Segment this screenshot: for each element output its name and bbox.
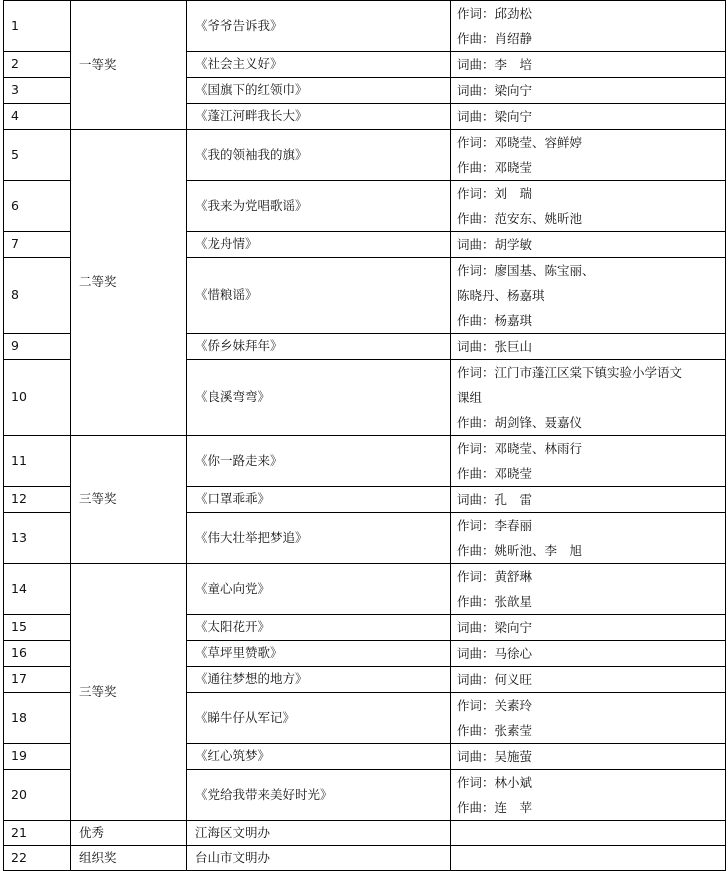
credit-line: 作曲：邓晓莹	[457, 160, 533, 175]
song-credits	[451, 334, 726, 360]
award-level: 一等奖	[71, 1, 187, 130]
song-credits	[451, 615, 726, 641]
award-level: 优秀	[71, 821, 187, 846]
song-credits	[451, 564, 726, 615]
song-title: 江海区文明办	[187, 821, 451, 846]
credit-line: 作词：邓晓莹、林雨行	[457, 441, 583, 456]
song-title: 《睇牛仔从军记》	[187, 693, 451, 744]
credit-line: 作曲：张素莹	[457, 723, 533, 738]
row-number: 8	[4, 258, 71, 334]
award-level: 二等奖	[71, 130, 187, 436]
row-number: 1	[4, 1, 71, 52]
credit-line: 作曲：范安东、姚昕池	[457, 211, 583, 226]
award-table	[3, 0, 726, 871]
song-credits	[451, 821, 726, 846]
table-row	[4, 436, 726, 487]
credit-line: 词曲：梁向宁	[457, 109, 533, 124]
credit-line: 作词：刘 瑞	[457, 186, 533, 201]
credit-line: 作曲：肖绍静	[457, 31, 533, 46]
row-number: 3	[4, 78, 71, 104]
award-level: 三等奖	[71, 436, 187, 564]
row-number: 14	[4, 564, 71, 615]
song-title: 台山市文明办	[187, 846, 451, 871]
song-credits	[451, 1, 726, 52]
song-title: 《国旗下的红领巾》	[187, 78, 451, 104]
row-number: 17	[4, 667, 71, 693]
row-number: 21	[4, 821, 71, 846]
credit-line: 作词：林小斌	[457, 775, 533, 790]
row-number: 6	[4, 181, 71, 232]
credit-line: 作词：江门市蓬江区棠下镇实验小学语文	[457, 365, 683, 380]
song-credits	[451, 52, 726, 78]
row-number: 2	[4, 52, 71, 78]
song-credits	[451, 667, 726, 693]
credit-line: 作曲：杨嘉琪	[457, 313, 533, 328]
credit-line: 作曲：姚昕池、李 旭	[457, 543, 583, 558]
song-title: 《你一路走来》	[187, 436, 451, 487]
song-credits	[451, 744, 726, 770]
song-title: 《爷爷告诉我》	[187, 1, 451, 52]
table-row	[4, 130, 726, 181]
credit-line: 词曲：马徐心	[457, 646, 533, 661]
song-title: 《草坪里赞歌》	[187, 641, 451, 667]
credit-line: 词曲：梁向宁	[457, 83, 533, 98]
song-credits	[451, 846, 726, 871]
song-credits	[451, 360, 726, 436]
table-row	[4, 564, 726, 615]
credit-line: 作词：邓晓莹、容鲜婷	[457, 135, 583, 150]
song-title: 《党给我带来美好时光》	[187, 770, 451, 821]
song-title: 《蓬江河畔我长大》	[187, 104, 451, 130]
award-level: 组织奖	[71, 846, 187, 871]
song-title: 《口罩乖乖》	[187, 487, 451, 513]
row-number: 7	[4, 232, 71, 258]
row-number: 9	[4, 334, 71, 360]
credit-line: 作词：廖国基、陈宝丽、	[457, 263, 595, 278]
song-credits	[451, 487, 726, 513]
song-credits	[451, 258, 726, 334]
song-title: 《惜粮谣》	[187, 258, 451, 334]
award-table-body	[4, 1, 726, 871]
credit-line: 词曲：何义旺	[457, 672, 533, 687]
credit-line: 词曲：张巨山	[457, 339, 533, 354]
song-credits	[451, 436, 726, 487]
song-title: 《良溪弯弯》	[187, 360, 451, 436]
credit-line: 词曲：李 培	[457, 57, 533, 72]
song-title: 《通往梦想的地方》	[187, 667, 451, 693]
song-title: 《红心筑梦》	[187, 744, 451, 770]
song-title: 《我的领袖我的旗》	[187, 130, 451, 181]
credit-line: 作曲：邓晓莹	[457, 466, 533, 481]
row-number: 19	[4, 744, 71, 770]
credit-line: 作词：黄舒琳	[457, 569, 533, 584]
song-credits	[451, 78, 726, 104]
song-title: 《太阳花开》	[187, 615, 451, 641]
credit-line: 词曲：胡学敏	[457, 237, 533, 252]
song-credits	[451, 181, 726, 232]
row-number: 4	[4, 104, 71, 130]
credit-line: 词曲：梁向宁	[457, 620, 533, 635]
row-number: 5	[4, 130, 71, 181]
table-row	[4, 846, 726, 871]
row-number: 11	[4, 436, 71, 487]
song-title: 《侨乡妹拜年》	[187, 334, 451, 360]
row-number: 13	[4, 513, 71, 564]
song-credits	[451, 232, 726, 258]
song-title: 《社会主义好》	[187, 52, 451, 78]
credit-line: 作曲：张歆星	[457, 594, 533, 609]
row-number: 18	[4, 693, 71, 744]
credit-line: 课组	[457, 390, 483, 405]
song-credits	[451, 693, 726, 744]
song-title: 《伟大壮举把梦追》	[187, 513, 451, 564]
row-number: 15	[4, 615, 71, 641]
song-credits	[451, 513, 726, 564]
row-number: 10	[4, 360, 71, 436]
credit-line: 陈晓丹、杨嘉琪	[457, 288, 545, 303]
song-credits	[451, 641, 726, 667]
credit-line: 作词：邱劲松	[457, 6, 533, 21]
song-title: 《我来为党唱歌谣》	[187, 181, 451, 232]
song-title: 《童心向党》	[187, 564, 451, 615]
table-row	[4, 821, 726, 846]
credit-line: 作词：李春丽	[457, 518, 533, 533]
credit-line: 词曲：孔 雷	[457, 492, 533, 507]
row-number: 22	[4, 846, 71, 871]
credit-line: 作曲：胡剑锋、聂嘉仪	[457, 415, 583, 430]
credit-line: 作词：关素玲	[457, 698, 533, 713]
credit-line: 作曲：连 苹	[457, 800, 533, 815]
song-title: 《龙舟情》	[187, 232, 451, 258]
song-credits	[451, 104, 726, 130]
row-number: 12	[4, 487, 71, 513]
table-row	[4, 1, 726, 52]
row-number: 20	[4, 770, 71, 821]
song-credits	[451, 770, 726, 821]
credit-line: 词曲：吴施萤	[457, 749, 533, 764]
award-level: 三等奖	[71, 564, 187, 821]
song-credits	[451, 130, 726, 181]
row-number: 16	[4, 641, 71, 667]
